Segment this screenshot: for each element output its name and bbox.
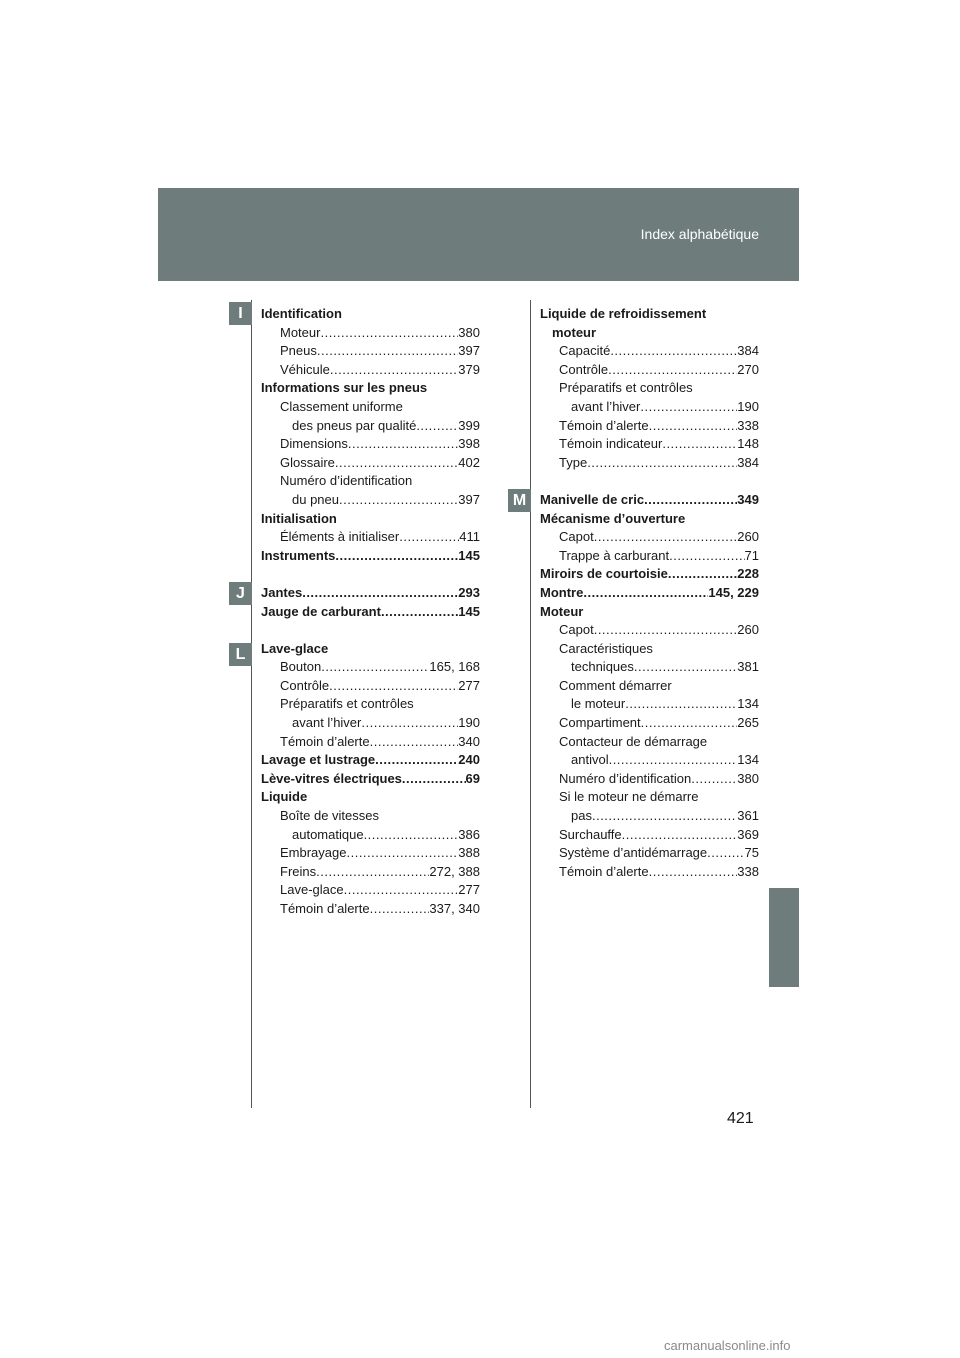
letter-marker-i: I <box>229 302 252 325</box>
page-ref: 386 <box>458 826 480 842</box>
page-ref: 388 <box>458 845 480 861</box>
page-ref: 361 <box>737 808 759 824</box>
page-ref: 260 <box>737 529 759 545</box>
index-heading: Montre ..... 145, 229 <box>540 584 759 603</box>
index-entry: Glossaire ..... 402 <box>261 454 480 473</box>
index-entry: du pneu ..... 397 <box>261 491 480 510</box>
chapter-side-tab <box>769 888 799 987</box>
page-ref: 190 <box>737 398 759 414</box>
index-heading: Jauge de carburant ..... 145 <box>261 603 480 622</box>
index-entry: Comment démarrer <box>559 677 672 693</box>
index-entry: Bouton ..... 165, 168 <box>261 658 480 677</box>
page-ref: 145 <box>458 547 480 563</box>
index-entry: Préparatifs et contrôles <box>559 380 693 396</box>
index-entry: Boîte de vitesses <box>280 808 379 824</box>
index-entry: Compartiment ..... 265 <box>540 714 759 733</box>
page-ref: 337, 340 <box>429 901 480 916</box>
index-entry: Trappe à carburant ..... 71 <box>540 547 759 566</box>
index-entry: Contrôle ..... 277 <box>261 677 480 696</box>
page-ref: 75 <box>744 845 759 861</box>
page-ref: 397 <box>458 343 480 359</box>
index-heading: Identification <box>261 306 342 321</box>
index-entry: Éléments à initialiser ..... 411 <box>261 528 480 547</box>
page-ref: 379 <box>458 361 480 377</box>
page-ref: 71 <box>744 547 759 563</box>
page-ref: 381 <box>737 659 759 675</box>
page-ref: 384 <box>737 343 759 359</box>
section-header-bar <box>158 188 799 281</box>
index-entry: Témoin d’alerte ..... 340 <box>261 733 480 752</box>
left-column-rule <box>251 300 252 1108</box>
page-ref: 398 <box>458 436 480 452</box>
index-entry: Capot ..... 260 <box>540 621 759 640</box>
index-entry: Contrôle ..... 270 <box>540 361 759 380</box>
page-ref: 265 <box>737 715 759 731</box>
index-entry: Pneus ..... 397 <box>261 342 480 361</box>
page-ref: 369 <box>737 826 759 842</box>
index-entry: Type ..... 384 <box>540 454 759 473</box>
letter-marker-j: J <box>229 582 252 605</box>
page-ref: 270 <box>737 361 759 377</box>
index-entry: Numéro d’identification ..... 380 <box>540 770 759 789</box>
watermark: carmanualsonline.info <box>664 1338 791 1353</box>
page-number: 421 <box>727 1110 754 1127</box>
index-column-left <box>261 305 480 919</box>
index-heading: Initialisation <box>261 510 337 526</box>
index-heading: Liquide <box>261 789 308 805</box>
index-entry: techniques ..... 381 <box>540 658 759 677</box>
page-ref: 272, 388 <box>429 863 480 879</box>
page-ref: 240 <box>458 752 480 768</box>
section-title: Index alphabétique <box>640 226 759 242</box>
index-heading: Lève-vitres électriques ..... 69 <box>261 770 480 789</box>
index-heading: moteur <box>552 324 597 340</box>
index-entry: Témoin d’alerte ..... 338 <box>540 417 759 436</box>
index-entry: Freins ..... 272, 388 <box>261 863 480 882</box>
index-entry: Embrayage ..... 388 <box>261 844 480 863</box>
index-heading: Jantes ..... 293 <box>261 584 480 603</box>
index-heading: Miroirs de courtoisie ..... 228 <box>540 565 759 584</box>
page-ref: 145, 229 <box>708 584 759 600</box>
index-entry: avant l’hiver ..... 190 <box>540 398 759 417</box>
index-entry: Lave-glace ..... 277 <box>261 881 480 900</box>
index-entry: Témoin d’alerte ..... 338 <box>540 863 759 882</box>
index-entry: Capot ..... 260 <box>540 528 759 547</box>
index-entry: Capacité ..... 384 <box>540 342 759 361</box>
page-ref: 134 <box>737 752 759 768</box>
page-ref: 397 <box>458 491 480 507</box>
index-entry: avant l’hiver ..... 190 <box>261 714 480 733</box>
page-ref: 411 <box>459 529 480 545</box>
page-ref: 69 <box>465 770 480 786</box>
page-ref: 399 <box>458 417 480 433</box>
index-entry: Surchauffe ..... 369 <box>540 826 759 845</box>
page-ref: 293 <box>458 584 480 600</box>
index-entry: Si le moteur ne démarre <box>559 789 699 805</box>
index-heading: Manivelle de cric ..... 349 <box>540 491 759 510</box>
page-ref: 228 <box>737 566 759 582</box>
index-heading: Instruments ..... 145 <box>261 547 480 566</box>
page-ref: 338 <box>737 863 759 879</box>
index-entry: pas ..... 361 <box>540 807 759 826</box>
right-column-rule <box>530 300 531 1108</box>
page-ref: 277 <box>458 677 480 693</box>
index-entry: des pneus par qualité ..... 399 <box>261 417 480 436</box>
index-heading: Informations sur les pneus <box>261 380 428 396</box>
letter-marker-l: L <box>229 643 252 666</box>
page-ref: 402 <box>458 454 480 470</box>
index-heading: Mécanisme d’ouverture <box>540 510 686 526</box>
index-heading: Lave-glace <box>261 640 329 656</box>
page-ref: 380 <box>458 324 480 340</box>
index-column-right <box>540 305 759 881</box>
index-entry: Dimensions ..... 398 <box>261 435 480 454</box>
index-entry: Témoin indicateur ..... 148 <box>540 435 759 454</box>
page-ref: 338 <box>737 417 759 433</box>
page-ref: 340 <box>458 733 480 749</box>
index-entry: antivol ..... 134 <box>540 751 759 770</box>
index-heading: Lavage et lustrage ..... 240 <box>261 751 480 770</box>
index-entry: Moteur ..... 380 <box>261 324 480 343</box>
index-entry: Véhicule ..... 379 <box>261 361 480 380</box>
index-entry: Numéro d’identification <box>280 473 413 489</box>
page-ref: 190 <box>458 715 480 731</box>
page-ref: 384 <box>737 454 759 470</box>
page-ref: 148 <box>737 436 759 452</box>
index-entry: Caractéristiques <box>559 640 653 656</box>
page-ref: 260 <box>737 622 759 638</box>
letter-marker-m: M <box>508 489 531 512</box>
page-ref: 349 <box>737 491 759 507</box>
page-ref: 165, 168 <box>429 659 480 675</box>
index-entry: le moteur ..... 134 <box>540 695 759 714</box>
index-entry: Contacteur de démarrage <box>559 733 708 749</box>
index-entry: Préparatifs et contrôles <box>280 696 414 712</box>
index-heading: Liquide de refroidissement <box>540 306 707 321</box>
index-entry: automatique ..... 386 <box>261 826 480 845</box>
page-ref: 380 <box>737 770 759 786</box>
index-entry: Témoin d’alerte ..... 337, 340 <box>261 900 480 919</box>
page-ref: 277 <box>458 882 480 898</box>
page-ref: 145 <box>458 603 480 619</box>
index-heading: Moteur <box>540 603 584 619</box>
index-entry: Classement uniforme <box>280 398 403 414</box>
page-ref: 134 <box>737 696 759 712</box>
index-entry: Système d’antidémarrage ..... 75 <box>540 844 759 863</box>
